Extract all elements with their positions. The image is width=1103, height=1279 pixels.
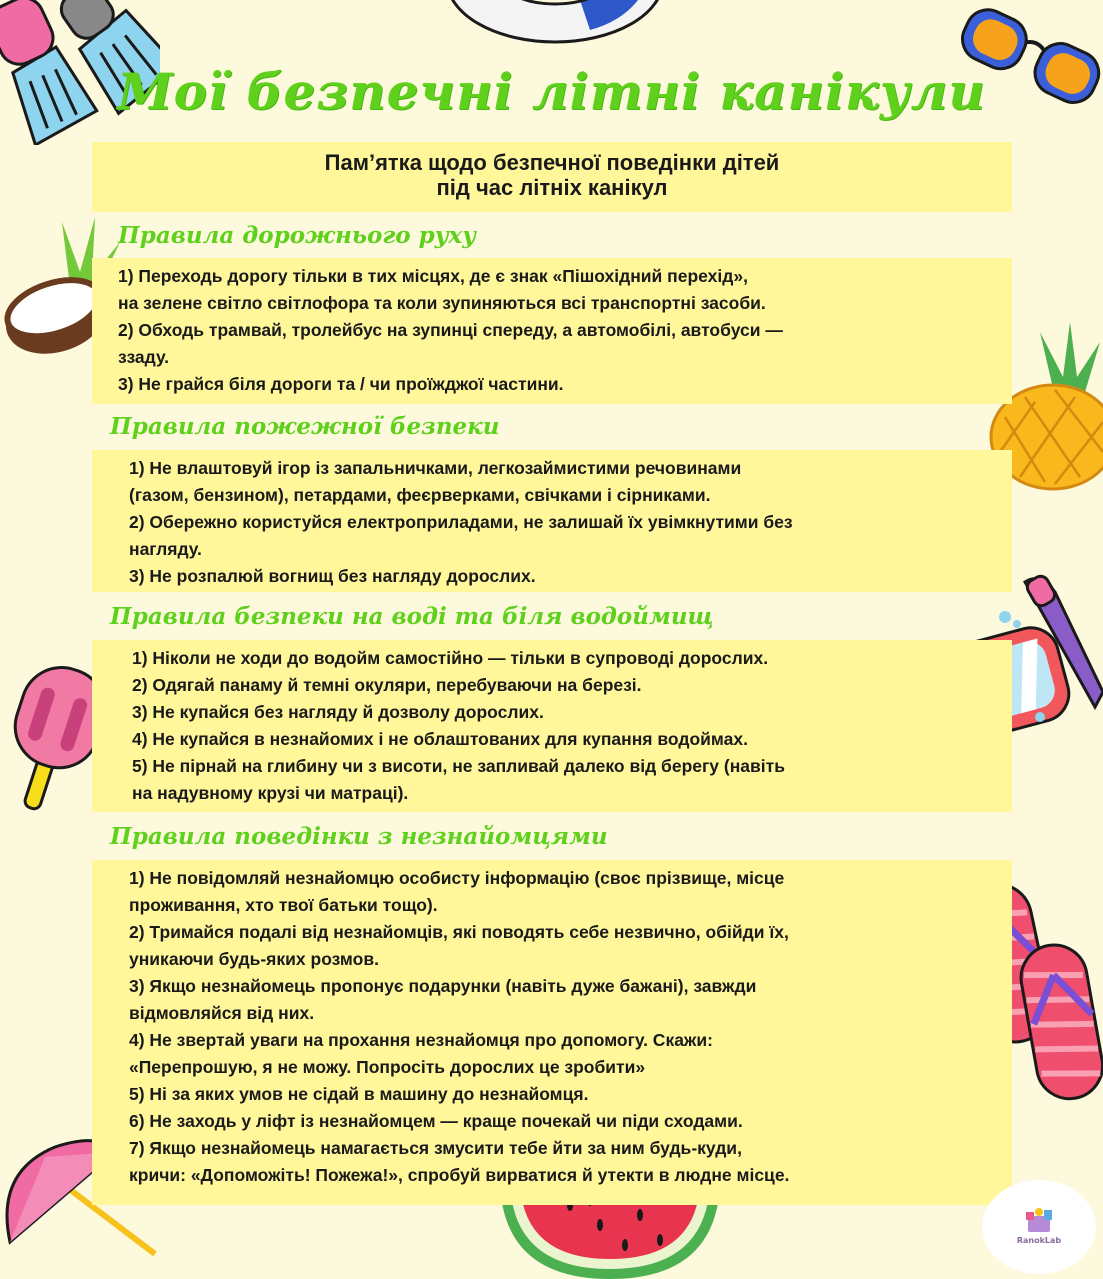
rule-line: уникаючи будь-яких розмов. xyxy=(129,949,379,969)
ranoklab-logo xyxy=(982,1180,1096,1274)
rule-line: 3) Не купайся без нагляду й дозволу дорослих. xyxy=(132,702,544,722)
rule-line: 1) Не влаштовуй ігор із запальничками, легкозаймистими речовинами xyxy=(129,458,742,478)
rule-line: на зелене світло світлофора та коли зупиняються всі транспортні засоби. xyxy=(118,293,766,313)
rule-line: 5) Ні за яких умов не сідай в машину до незнайомця. xyxy=(129,1084,589,1104)
rule-line: 2) Тримайся подалі від незнайомців, які поводять себе незвично, обійди їх, xyxy=(129,922,789,942)
rule-line: 3) Якщо незнайомець пропонує подарунки (навіть дуже бажані), завжди xyxy=(129,976,757,996)
rule-line: 7) Якщо незнайомець намагається змусити тебе йти за ним будь-куди, xyxy=(129,1138,742,1158)
subtitle-box xyxy=(92,142,1012,212)
rule-line: 4) Не купайся в незнайомих і не облаштованих для купання водоймах. xyxy=(132,729,748,749)
section-heading-fire: Правила пожежної безпеки xyxy=(110,413,500,440)
rule-line: 1) Ніколи не ходи до водойм самостійно — тільки в супроводі дорослих. xyxy=(132,648,769,668)
rule-line: 1) Переходь дорогу тільки в тих місцях, де є знак «Пішохідний перехід», xyxy=(118,266,748,286)
rule-line: відмовляйся від них. xyxy=(129,1003,315,1023)
rule-line: на надувному крузі чи матраці). xyxy=(132,783,409,803)
section-box-traffic xyxy=(92,258,1012,404)
subtitle-line-2: під час літніх канікул xyxy=(436,175,668,200)
page-title: Мої безпечні літні канікули xyxy=(117,62,986,121)
section-box-water xyxy=(92,640,1012,812)
section-box-strangers xyxy=(92,860,1012,1205)
section-heading-water: Правила безпеки на воді та біля водоймищ xyxy=(110,603,714,630)
subtitle-line-1: Пам’ятка щодо безпечної поведінки дітей xyxy=(324,150,780,175)
rule-line: ззаду. xyxy=(118,347,170,367)
rule-line: 1) Не повідомляй незнайомцю особисту інформацію (своє прізвище, місце xyxy=(129,868,785,888)
rule-line: 2) Обережно користуйся електроприладами, не залишай їх увімкнутими без xyxy=(129,512,793,532)
rule-line: 2) Одягай панаму й темні окуляри, перебуваючи на березі. xyxy=(132,675,642,695)
rule-line: 6) Не заходь у ліфт із незнайомцем — краще почекай чи піди сходами. xyxy=(129,1111,743,1131)
logo-text: RanokLab xyxy=(1016,1236,1062,1245)
rule-line: кричи: «Допоможіть! Пожежа!», спробуй вирватися й утекти в людне місце. xyxy=(129,1165,790,1185)
rule-line: 3) Не грайся біля дороги та / чи проїжджої частини. xyxy=(118,374,564,394)
section-heading-strangers: Правила поведінки з незнайомцями xyxy=(110,823,608,850)
rule-line: 3) Не розпалюй вогнищ без нагляду дорослих. xyxy=(129,566,536,586)
rule-line: 4) Не звертай уваги на прохання незнайомця про допомогу. Скажи: xyxy=(129,1030,713,1050)
rule-line: (газом, бензином), петардами, феєрверками, свічками і сірниками. xyxy=(129,485,711,505)
section-heading-traffic: Правила дорожнього руху xyxy=(118,222,476,249)
rule-line: 5) Не пірнай на глибину чи з висоти, не запливай далеко від берегу (навіть xyxy=(132,756,785,776)
section-box-fire xyxy=(92,450,1012,592)
rule-line: «Перепрошую, я не можу. Попросіть дорослих це зробити» xyxy=(129,1057,646,1077)
rule-line: проживання, хто твої батьки тощо). xyxy=(129,895,438,915)
swim-ring-icon xyxy=(440,0,670,50)
rule-line: 2) Обходь трамвай, тролейбус на зупинці спереду, а автомобілі, автобуси — xyxy=(118,320,783,340)
rule-line: нагляду. xyxy=(129,539,202,559)
logo-icon xyxy=(1024,1206,1054,1234)
